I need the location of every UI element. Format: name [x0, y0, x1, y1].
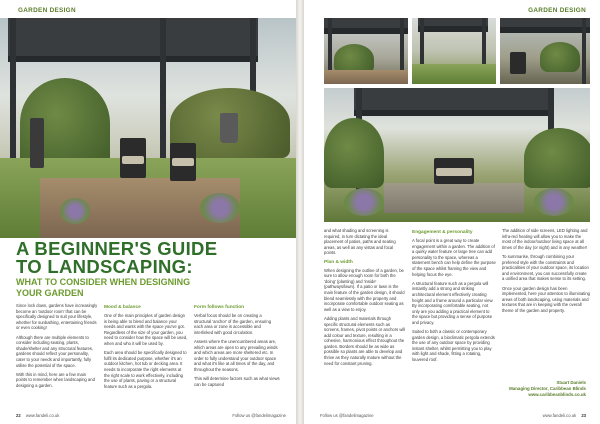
right-footer: www.fandeli.co.uk 23 — [542, 413, 586, 418]
byline-site-link[interactable]: www.caribbeanblinds.co.uk — [528, 391, 586, 397]
right-page — [304, 0, 600, 424]
left-page — [0, 0, 296, 424]
left-column-1: Since lock down, gardens have increasingly become an 'outdoor room' that can be specifically designed to suit your lifestyle, whether for sunbathing, entertaining friends or even cooking! Although there are multiple elements to consider including seating, plants, shade/shelter and any structural features, gardens should reflect your personality, cater to your needs and importantly, fully utilise the potential of the space. With this in mind, here are a few main points to remember when landscaping and designing a garden. — [16, 303, 98, 388]
right-footer-social: Follow us @fandelimagazine — [320, 413, 374, 418]
photo-pergola-patio — [324, 18, 408, 84]
author-byline: Stuart Daniels Managing Director, Caribbean Blinds www.caribbeanblinds.co.uk — [509, 380, 586, 397]
footer-site-link[interactable]: www.fandeli.co.uk — [25, 413, 60, 418]
left-footer: 22 www.fandeli.co.uk — [16, 413, 60, 418]
page-gutter — [296, 0, 304, 424]
left-footer-social: Follow us @fandelimagazine — [232, 413, 286, 418]
article-title: A BEGINNER'S GUIDE TO LANDSCAPING: — [16, 238, 218, 277]
right-column-2: Engagement & personality A focal point is a great way to create engagement within a garden. The addition of a quirky water feature or large tree can add personality to the space, whereas a statement bench can help define the purpose of the space whilst framing the view and helping focus the eye. A structural feature such as a pergola will instantly add a strong and striking architectural element effectively creating height and a frame around a particular view. By incorporating comfortable seating, not only are you adding a practical element to the space but providing a sense of purpose and privacy. Suited to both a classic or contemporary garden design, a bioclimatic pergola extends the use of any outdoor space by providing instant shelter, whilst permitting you to play with light and shade, fitting a rotating, louvered roof. — [412, 230, 496, 363]
footer-site-link[interactable]: www.fandeli.co.uk — [542, 413, 577, 418]
section-tag: GARDEN DESIGN — [528, 7, 586, 14]
left-column-2: Mood & balance One of the main principles of garden design is being able to blend and balance your needs and wants with the space you've got. Regardless of the size of your garden, you need to consider how the space will be used, when and who it will be used by. Each area should be specifically designed to fulfil its dedicated purpose, whether it's an outdoor kitchen, hot tub or decking area. It needs to incorporate the right elements at the right scale to work effectively, including the use of plants, paving or a structural feature such as a pergola. — [104, 305, 188, 389]
photo-pergola-garden-wide — [324, 88, 590, 222]
right-column-1: and what shading and screening is required, in turn dictating the ideal placement of patios, paths and seating areas, as well as any vistas and focal points. Plan & width When designing the outline of a garden, be sure to allow enough room for both the 'doing' (planting) and 'inside' (pathways/lawn). If a patio or lawn is the main feature of the garden design, it should blend seamlessly with the property and incorporate comfortable outdoor seating as well as a view to enjoy. Adding plants and materials through specific structural elements such as screens, frames, pivot points or anchors will add colour and texture, resulting in a cohesive, harmonious effect throughout the garden. Borders should be as wide as possible so plants are able to develop and thrive as they naturally mature without the need for constant pruning. — [324, 228, 406, 366]
photo-pergola-lawn — [412, 18, 496, 84]
right-column-3: The addition of side screens, LED lighting and infra-red heating will allow you to make the most of the indoor/outdoor living space at all times of the day (or night) and in any weather! To summarise, through combining your preferred style with the constraints and practicalities of your outdoor space, its location and environment, you can successfully create a unified area that makes sense to its setting. Once your garden design has been implemented, here your attention to illuminating areas of both landscaping, using materials and textures that are in keeping with the overall theme of the garden and property. — [502, 228, 590, 313]
section-tag: GARDEN DESIGN — [18, 7, 76, 14]
article-subtitle: WHAT TO CONSIDER WHEN DESIGNING YOUR GARDEN — [16, 277, 191, 298]
left-column-3: Form follows function Verbal focus should be on creating a structural 'anchor' of the garden, ensuring each area or zone is accessible and interlinked with good circulation. Assess where the unencumbered areas are, which areas are open to any prevailing winds and which areas are more sheltered etc. In order to fully understand your outdoor space and what it's like at all times of the day, and throughout the seasons. This will determine factors such as what views can be captured — [194, 305, 280, 387]
hero-photo-pergola-garden — [0, 18, 296, 238]
photo-pergola-seating — [500, 18, 590, 84]
